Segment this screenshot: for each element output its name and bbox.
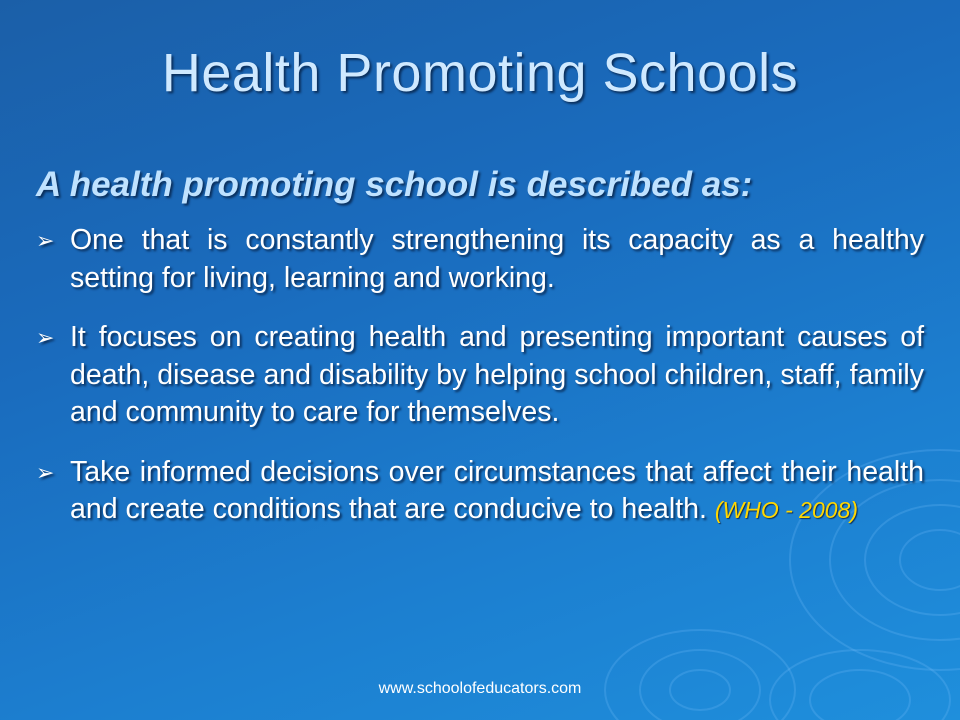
bullet-text: It focuses on creating health and presenting important causes of death, disease and disability by helping school children, staff, family and community to care for themselves. bbox=[70, 321, 924, 428]
bullet-item bbox=[36, 222, 924, 297]
bullet-item bbox=[36, 454, 924, 530]
arrow-bullet-icon: ➢ bbox=[36, 325, 55, 350]
bullet-item bbox=[36, 319, 924, 432]
bullet-text: One that is constantly strengthening its capacity as a healthy setting for living, learning and working. bbox=[70, 224, 924, 294]
bullet-list bbox=[36, 222, 924, 552]
citation: (WHO - 2008) bbox=[714, 497, 858, 523]
slide-subtitle: A health promoting school is described as: bbox=[36, 165, 753, 204]
footer-url: www.schoolofeducators.com bbox=[378, 680, 582, 697]
arrow-bullet-icon: ➢ bbox=[36, 228, 55, 253]
slide-title: Health Promoting Schools bbox=[161, 43, 799, 103]
arrow-bullet-icon: ➢ bbox=[36, 459, 55, 485]
bullet-text: Take informed decisions over circumstances that affect their health and create conditions that are conducive to health. bbox=[70, 455, 924, 525]
